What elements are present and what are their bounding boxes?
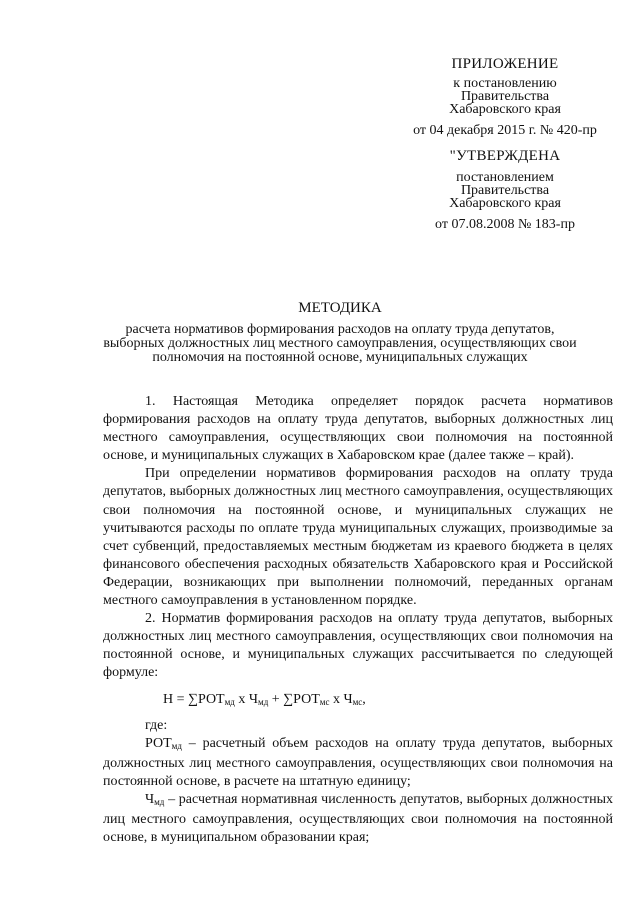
approved-line: постановлением [456, 170, 554, 185]
approved-line: Хабаровского края [449, 196, 561, 211]
definition-text: – расчетный объем расходов на оплату труда депутатов, выборных должностных лиц местного самоуправления, осуществляющих свои полномочия на постоянной основе, в расчете на штатную единицу; [103, 735, 613, 789]
formula-part: x Ч [329, 691, 353, 707]
paragraph-ch-definition [103, 791, 613, 847]
term-subscript: мд [154, 796, 165, 807]
formula-subscript: мс [352, 696, 363, 707]
formula-part: , [362, 691, 366, 707]
appendix-line: Правительства [460, 89, 550, 104]
approved-heading: "УТВЕРЖДЕНА [449, 148, 561, 164]
appendix-line: к постановлению [453, 76, 557, 91]
definition-text: – расчетная нормативная численность депутатов, выборных должностных лиц местного самоуправления, осуществляющих свои полномочия на постоянной основе, в муниципальном образовании края; [103, 791, 613, 846]
document-subtitle: расчета нормативов формирования расходов на оплату труда депутатов, выборных должностных лиц местного самоуправления, осуществляющих свои полномочия на постоянной основе, муниципальных служащих [103, 322, 577, 365]
formula-part: Н = ∑РОТ [163, 691, 225, 707]
approved-block [380, 150, 630, 231]
formula-subscript: мд [224, 696, 235, 707]
appendix-line: Хабаровского края [449, 102, 561, 117]
term-ch: Ч [145, 791, 155, 807]
formula-part: + ∑РОТ [268, 691, 320, 707]
where-label: где: [145, 717, 168, 733]
formula [103, 691, 613, 711]
paragraph: При определении нормативов формирования расходов на оплату труда депутатов, выборных должностных лиц местного самоуправления, осуществляющих свои полномочия на постоянной основе, и муниципальных служащих не учитываются расходы по оплате труда муниципальных служащих, производимые за счет субвенций, предоставляемых местным бюджетам из краевого бюджета в целях финансового обеспечения расходных обязательств Хабаровского края и Российской Федерации, возникающих при выполнении полномочий, переданных органам местного самоуправления в установленном порядке. [103, 466, 613, 609]
appendix-heading: ПРИЛОЖЕНИЕ [451, 56, 559, 72]
paragraph: 2. Норматив формирования расходов на оплату труда депутатов, выборных должностных лиц местного самоуправления, осуществляющих свои полномочия на постоянной основе, и муниципальных служащих рассчитывается по следующей формуле: [103, 611, 613, 681]
document-title: МЕТОДИКА [298, 300, 382, 316]
formula-subscript: мд [258, 696, 269, 707]
term-subscript: мд [171, 740, 182, 751]
paragraph: 1. Настоящая Методика определяет порядок расчета нормативов формирования расходов на оплату труда депутатов, выборных должностных лиц местного самоуправления, осуществляющих свои полномочия на постоянной основе, и муниципальных служащих в Хабаровском крае (далее также – край). [103, 394, 613, 464]
approved-date: от 07.08.2008 № 183-пр [435, 217, 575, 232]
appendix-block [380, 58, 630, 137]
document-body [103, 393, 613, 847]
formula-part: x Ч [234, 691, 258, 707]
formula-subscript: мс [319, 696, 330, 707]
approved-line: Правительства [460, 183, 550, 198]
term-rot: РОТ [145, 735, 172, 751]
appendix-date: от 04 декабря 2015 г. № 420-пр [413, 123, 597, 138]
paragraph-rot-definition [103, 735, 613, 791]
